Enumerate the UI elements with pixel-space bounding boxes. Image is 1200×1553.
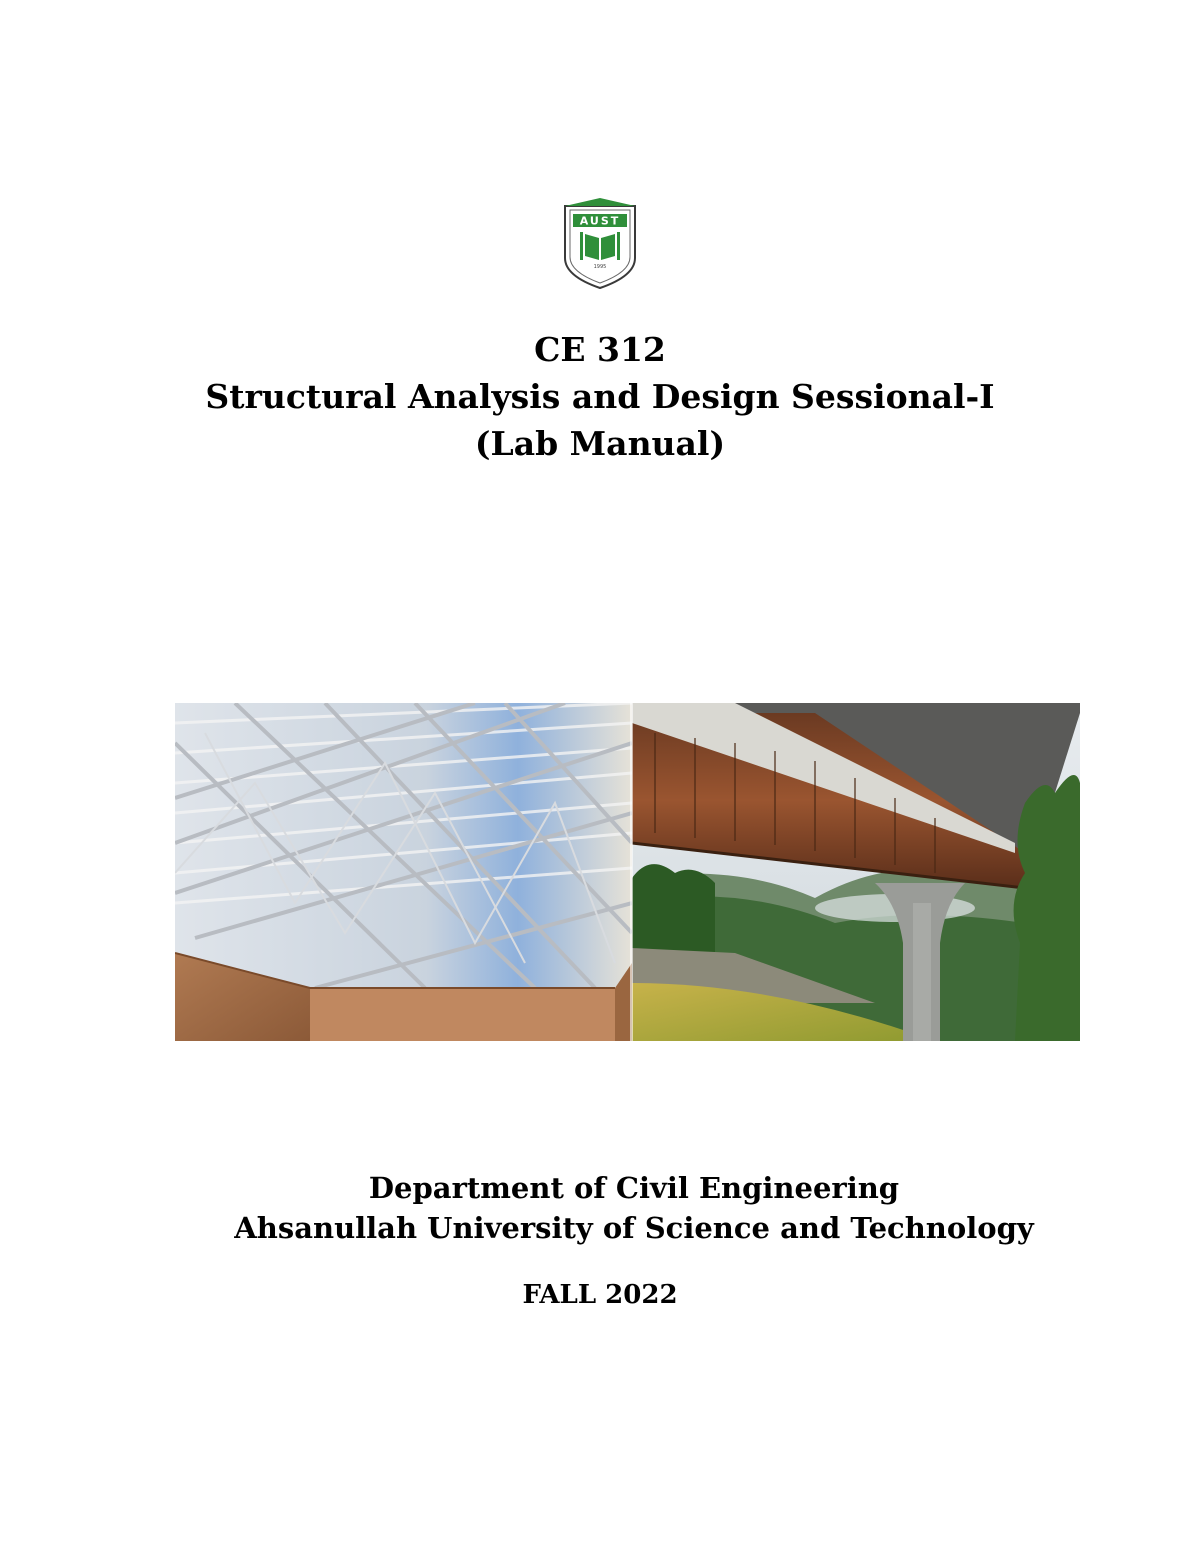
logo-year: 1995 [593,264,607,270]
steel-girder-bridge-photo [632,703,1080,1041]
university-name: Ahsanullah University of Science and Technology [234,1211,1034,1245]
steel-roof-truss-photo [175,703,632,1041]
university-crest-icon [561,196,639,290]
course-code: CE 312 [534,330,666,369]
title-block [0,326,1200,467]
logo-text: AUST [579,214,621,228]
institution-block [34,1168,1200,1248]
manual-subtitle: (Lab Manual) [474,424,726,463]
department-name: Department of Civil Engineering [368,1171,900,1205]
university-logo [561,196,639,290]
cover-photos [175,703,1080,1041]
course-name: Structural Analysis and Design Sessional-I [205,377,995,416]
term-label: FALL 2022 [522,1280,678,1310]
